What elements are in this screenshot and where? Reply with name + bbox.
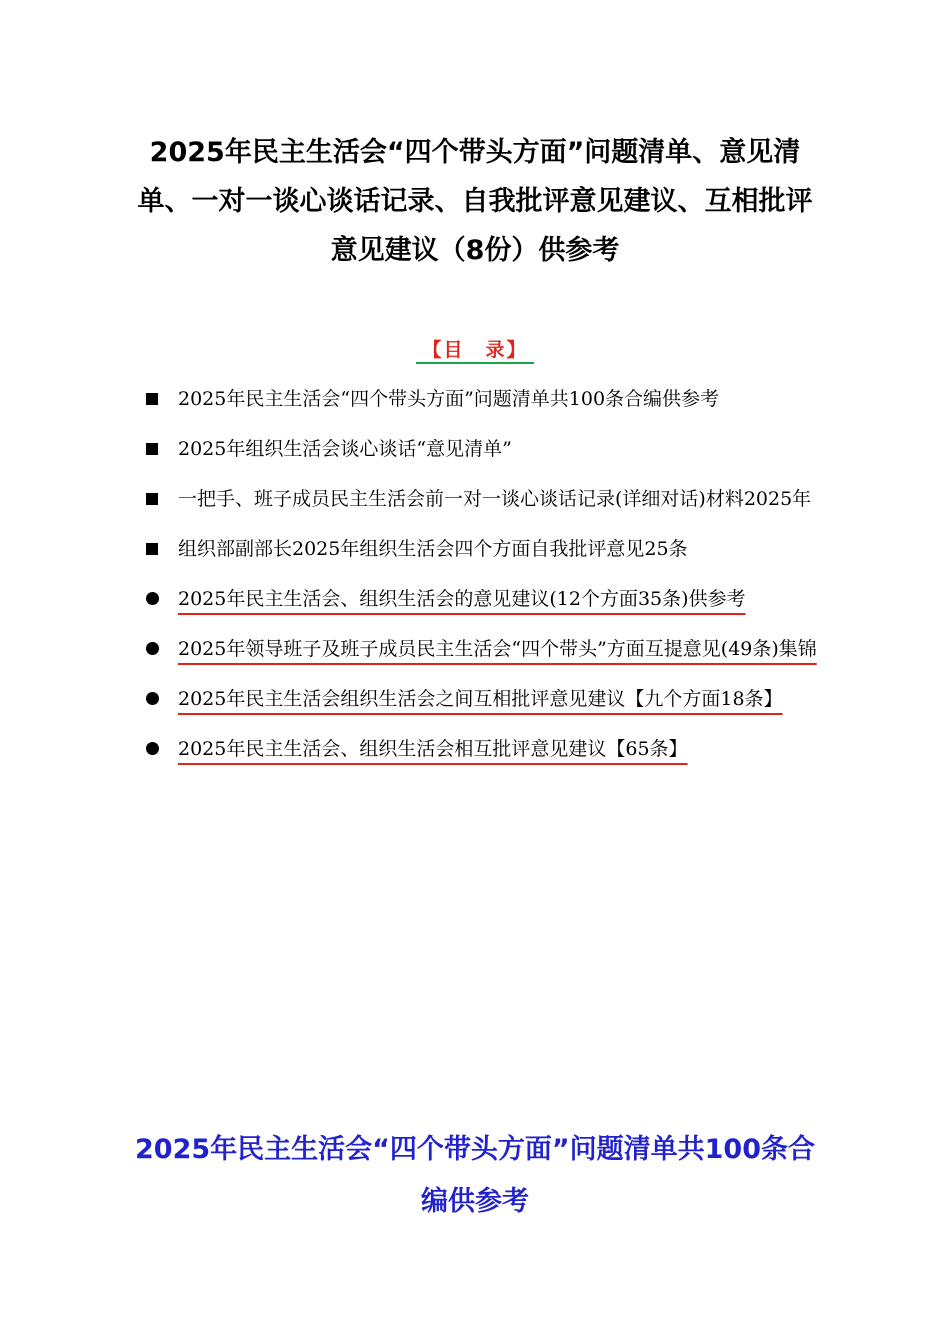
toc-item-label: 2025年民主生活会“四个带头方面”问题清单共100条合编供参考 <box>178 388 720 410</box>
toc-item-link-label[interactable]: 2025年民主生活会、组织生活会相互批评意见建议【65条】 <box>178 738 688 760</box>
toc-item-label: 组织部副部长2025年组织生活会四个方面自我批评意见25条 <box>178 538 688 560</box>
section-title: 2025年民主生活会“四个带头方面”问题清单共100条合编供参考 <box>135 1134 815 1217</box>
table-of-contents <box>140 374 820 774</box>
toc-item-link-label[interactable]: 2025年民主生活会、组织生活会的意见建议(12个方面35条)供参考 <box>178 588 746 610</box>
toc-item <box>140 474 820 524</box>
toc-item <box>140 524 820 574</box>
round-bullet-icon <box>146 574 160 624</box>
round-bullet-icon <box>146 724 160 774</box>
round-bullet-icon <box>146 624 160 674</box>
toc-item <box>140 374 820 424</box>
toc-item-link[interactable] <box>140 724 820 774</box>
toc-item-link[interactable] <box>140 674 820 724</box>
toc-heading <box>0 336 950 364</box>
square-bullet-icon <box>146 474 160 524</box>
round-bullet-icon <box>146 674 160 724</box>
toc-item-link[interactable] <box>140 624 820 674</box>
document-title: 2025年民主生活会“四个带头方面”问题清单、意见清单、一对一谈心谈话记录、自我批评意见建议、互相批评意见建议（8份）供参考 <box>137 137 813 266</box>
square-bullet-icon <box>146 424 160 474</box>
toc-item-label: 2025年组织生活会谈心谈话“意见清单” <box>178 438 512 460</box>
toc-item-link-label[interactable]: 2025年民主生活会组织生活会之间互相批评意见建议【九个方面18条】 <box>178 688 783 710</box>
toc-item-link[interactable] <box>140 574 820 624</box>
square-bullet-icon <box>146 524 160 574</box>
toc-heading-label: 【目 录】 <box>416 339 533 364</box>
toc-item <box>140 424 820 474</box>
toc-item-label: 一把手、班子成员民主生活会前一对一谈心谈话记录(详细对话)材料2025年 <box>178 488 812 510</box>
square-bullet-icon <box>146 374 160 424</box>
toc-item-link-label[interactable]: 2025年领导班子及班子成员民主生活会“四个带头”方面互提意见(49条)集锦 <box>178 638 817 660</box>
